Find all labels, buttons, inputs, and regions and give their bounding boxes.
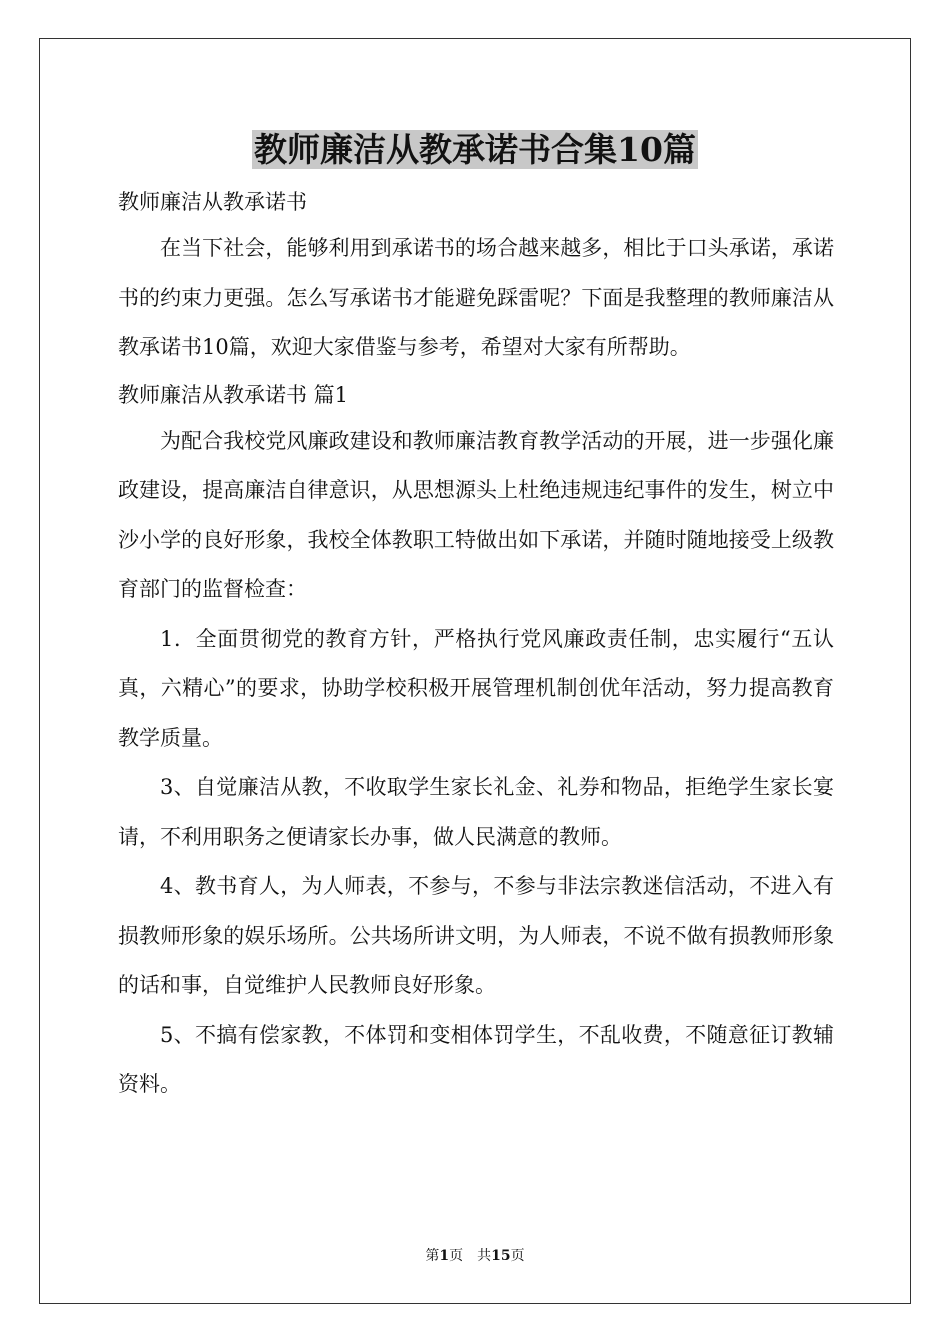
page-prefix: 第 [425,1248,440,1264]
document-title-text: 教师廉洁从教承诺书合集10篇 [254,130,696,169]
document-body [118,180,834,1110]
page-current: 1 [439,1248,450,1264]
page-footer [0,1247,950,1265]
body-paragraph: 5、不搞有偿家教，不体罚和变相体罚学生，不乱收费，不随意征订教辅资料。 [118,1022,834,1096]
document-subtitle: 教师廉洁从教承诺书 [118,190,307,214]
body-paragraph: 4、教书育人，为人师表，不参与，不参与非法宗教迷信活动，不进入有损教师形象的娱乐场所。公共场所讲文明，为人师表，不说不做有损教师形象的话和事，自觉维护人民教师良好形象。 [118,874,834,997]
section-title: 教师廉洁从教承诺书 篇1 [118,382,349,407]
page-total: 15 [491,1248,511,1264]
body-paragraph: 1．全面贯彻党的教育方针，严格执行党风廉政责任制，忠实履行“五认真，六精心”的要求，协助学校积极开展管理机制创优年活动，努力提高教育教学质量。 [118,626,834,750]
document-title [0,128,950,172]
page-middle: 页 共 [449,1248,492,1264]
page-suffix: 页 [510,1248,525,1264]
intro-paragraph: 在当下社会，能够利用到承诺书的场合越来越多，相比于口头承诺，承诺书的约束力更强。怎么写承诺书才能避免踩雷呢？下面是我整理的教师廉洁从教承诺书10篇，欢迎大家借鉴与参考，希望对大家有所帮助。 [118,236,834,359]
body-paragraph: 为配合我校党风廉政建设和教师廉洁教育教学活动的开展，进一步强化廉政建设，提高廉洁自律意识，从思想源头上杜绝违规违纪事件的发生，树立中沙小学的良好形象，我校全体教职工特做出如下承诺，并随时随地接受上级教育部门的监督检查： [118,428,834,601]
body-paragraph: 3、自觉廉洁从教，不收取学生家长礼金、礼券和物品，拒绝学生家长宴请，不利用职务之便请家长办事，做人民满意的教师。 [118,775,834,849]
